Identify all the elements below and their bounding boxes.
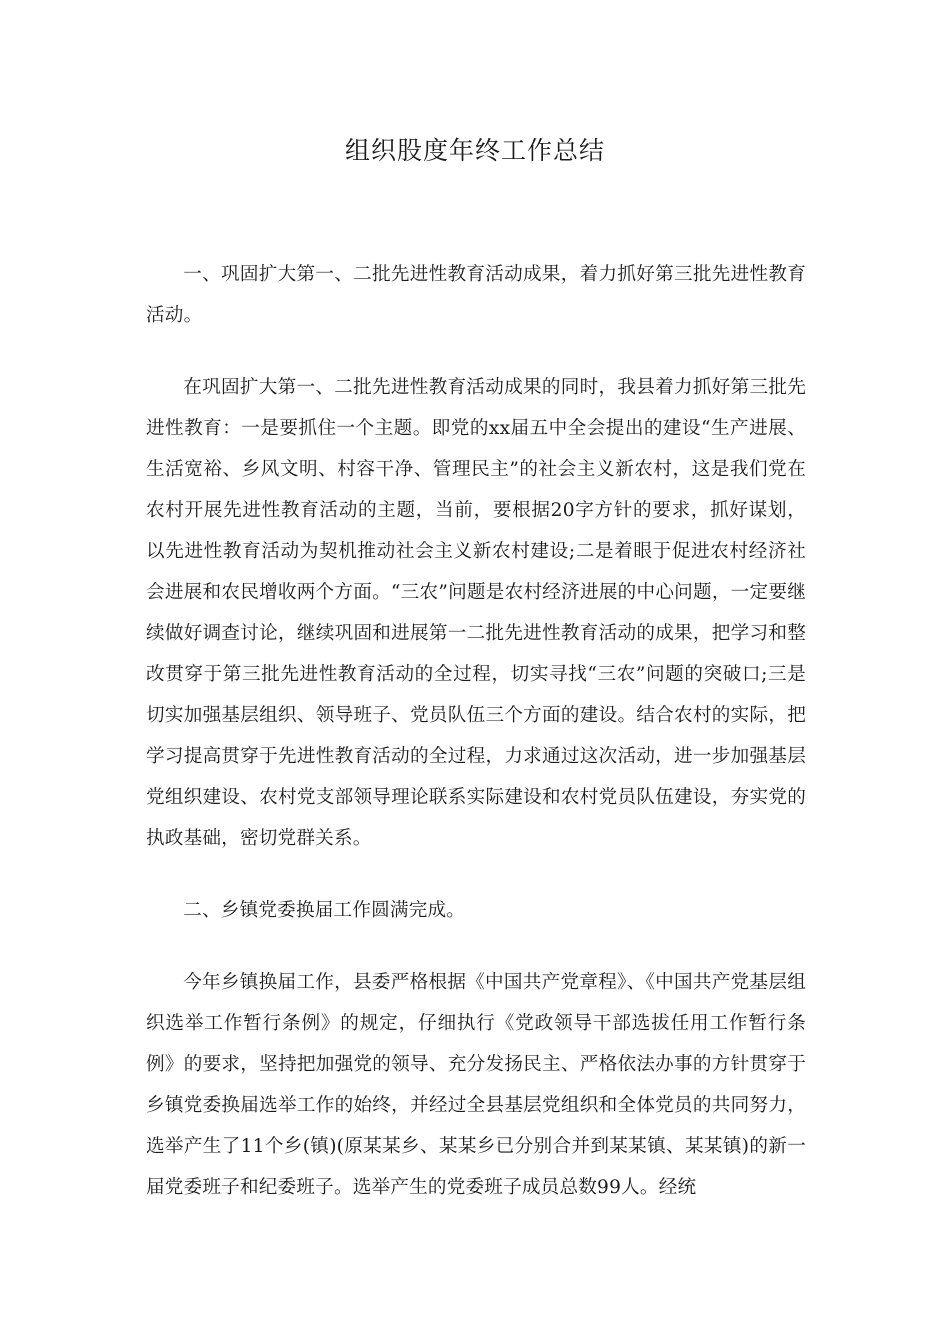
paragraph-section-1-body: 在巩固扩大第一、二批先进性教育活动成果的同时，我县着力抓好第三批先进性教育：一是要抓住一个主题。即党的xx届五中全会提出的建设“生产进展、生活宽裕、乡风文明、村容干净、管理民主”的社会主义新农村，这是我们党在农村开展先进性教育活动的主题，当前，要根据20字方针的要求，抓好谋划，以先进性教育活动为契机推动社会主义新农村建设;二是着眼于促进农村经济社会进展和农民增收两个方面。“三农”问题是农村经济进展的中心问题，一定要继续做好调查讨论，继续巩固和进展第一二批先进性教育活动的成果，把学习和整改贯穿于第三批先进性教育活动的全过程，切实寻找“三农”问题的突破口;三是切实加强基层组织、领导班子、党员队伍三个方面的建设。结合农村的实际，把学习提高贯穿于先进性教育活动的全过程，力求通过这次活动，进一步加强基层党组织建设、农村党支部领导理论联系实际建设和农村党员队伍建设，夯实党的执政基础，密切党群关系。: [146, 377, 806, 849]
document-title: 组织股度年终工作总结: [344, 136, 605, 165]
document-body: [146, 254, 806, 1239]
paragraph-section-2-body: 今年乡镇换届工作，县委严格根据《中国共产党章程》、《中国共产党基层组织选举工作暂行条例》的规定，仔细执行《党政领导干部选拔任用工作暂行条例》的要求，坚持把加强党的领导、充分发扬民主、严格依法办事的方针贯穿于乡镇党委换届选举工作的始终，并经过全县基层党组织和全体党员的共同努力，选举产生了11个乡(镇)(原某某乡、某某乡已分别合并到某某镇、某某镇)的新一届党委班子和纪委班子。选举产生的党委班子成员总数99人。经统: [146, 972, 806, 1198]
paragraph-section-1-heading: 一、巩固扩大第一、二批先进性教育活动成果，着力抓好第三批先进性教育活动。: [146, 264, 806, 326]
paragraph-section-2-heading: 二、乡镇党委换届工作圆满完成。: [183, 900, 466, 921]
